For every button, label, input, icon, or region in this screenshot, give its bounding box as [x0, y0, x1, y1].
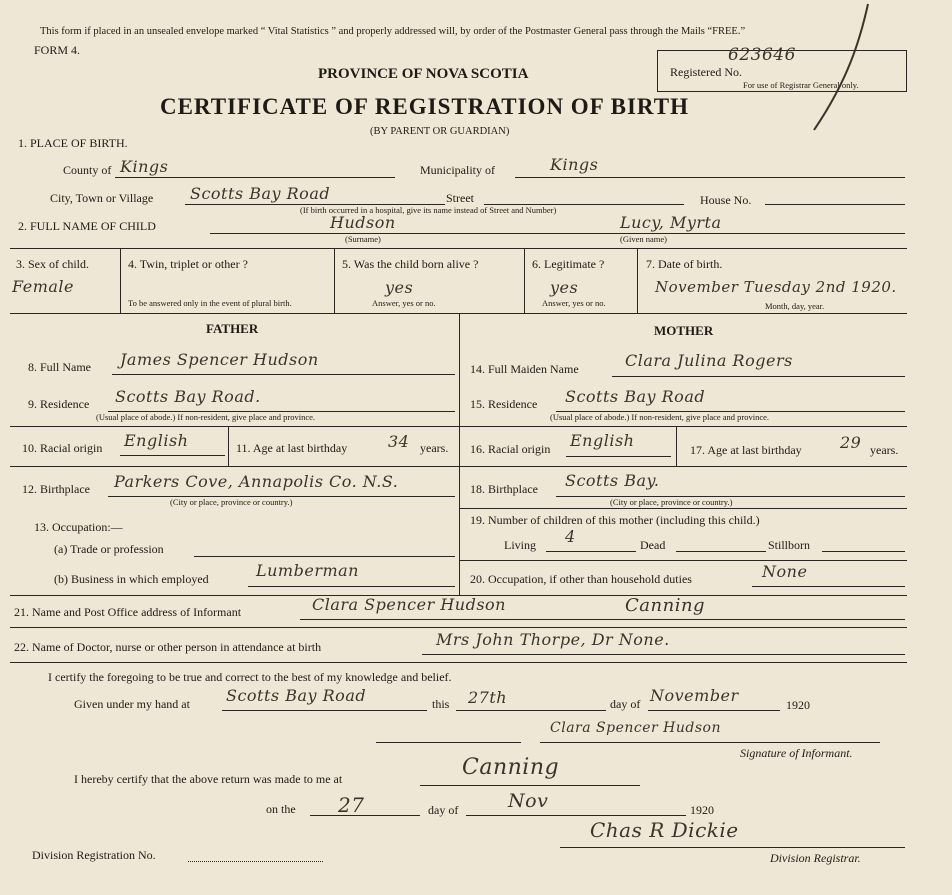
surname-note: (Surname)	[345, 234, 381, 244]
alive-note: Answer, yes or no.	[372, 298, 436, 308]
registrar-month: Nov	[508, 790, 549, 812]
certify-month: November	[650, 686, 739, 705]
mother-birthplace: Scotts Bay.	[565, 471, 660, 490]
registrar-place: Canning	[462, 755, 560, 780]
mother-age-label: 17. Age at last birthday	[690, 443, 802, 457]
day-of-label: day of	[610, 697, 641, 711]
informant-place: Canning	[625, 595, 706, 616]
place-heading: 1. PLACE OF BIRTH.	[18, 136, 128, 150]
dead-label: Dead	[640, 538, 666, 552]
mother-birthplace-label: 18. Birthplace	[470, 482, 538, 496]
sex-value: Female	[12, 277, 74, 296]
father-birthplace-note: (City or place, province or country.)	[170, 497, 293, 507]
informant-signature: Clara Spencer Hudson	[550, 720, 721, 736]
city-value: Scotts Bay Road	[190, 184, 331, 203]
signature-label: Signature of Informant.	[740, 746, 853, 760]
hospital-note: (If birth occurred in a hospital, give its name instead of Street and Number)	[300, 205, 557, 215]
father-name-label: 8. Full Name	[28, 360, 91, 374]
date-value: November Tuesday 2nd 1920.	[655, 278, 897, 296]
date-label: 7. Date of birth.	[646, 257, 723, 271]
mother-age: 29	[840, 433, 862, 452]
informant-name: Clara Spencer Hudson	[312, 595, 506, 614]
mother-race: English	[570, 431, 635, 450]
father-residence: Scotts Bay Road.	[115, 387, 261, 406]
twin-label: 4. Twin, triplet or other ?	[128, 257, 248, 271]
postal-notice: This form if placed in an unsealed envelope marked “ Vital Statistics ” and properly addressed will, by order of the Postmaster General pass through the Mails “FREE.”	[40, 26, 746, 37]
on-the-label: on the	[266, 802, 296, 816]
municipality-label: Municipality of	[420, 163, 495, 177]
pen-mark-icon	[800, 0, 880, 140]
father-name: James Spencer Hudson	[120, 350, 319, 369]
child-surname: Hudson	[330, 213, 396, 232]
living-count: 4	[565, 527, 576, 546]
mother-occupation-label: 20. Occupation, if other than household duties	[470, 572, 692, 586]
form-label: FORM 4.	[34, 43, 81, 57]
mother-years: years.	[870, 443, 899, 457]
municipality-value: Kings	[550, 155, 599, 174]
mother-heading: MOTHER	[654, 323, 714, 338]
certify-year: 1920	[786, 698, 810, 712]
child-given-name: Lucy, Myrta	[620, 213, 722, 232]
mother-occupation: None	[762, 562, 808, 581]
child-name-label: 2. FULL NAME OF CHILD	[18, 219, 156, 233]
certify-text: I certify the foregoing to be true and correct to the best of my knowledge and belief.	[48, 670, 452, 684]
attendant-label: 22. Name of Doctor, nurse or other person in attendance at birth	[14, 640, 322, 654]
mother-residence-label: 15. Residence	[470, 397, 538, 411]
division-registrar-label: Division Registrar.	[770, 851, 861, 865]
father-residence-note: (Usual place of abode.) If non-resident, give place and province.	[96, 412, 316, 422]
legitimate-value: yes	[550, 278, 579, 297]
father-business: Lumberman	[256, 561, 359, 580]
registrar-year: 1920	[690, 803, 714, 817]
father-residence-label: 9. Residence	[28, 397, 90, 411]
page-subtitle: (BY PARENT OR GUARDIAN)	[370, 126, 510, 137]
province-heading: PROVINCE OF NOVA SCOTIA	[318, 66, 529, 82]
mother-name-label: 14. Full Maiden Name	[470, 362, 579, 376]
registered-note: For use of Registrar General only.	[743, 80, 859, 90]
father-heading: FATHER	[206, 321, 259, 336]
city-label: City, Town or Village	[50, 191, 154, 205]
mother-residence-note: (Usual place of abode.) If non-resident, give place and province.	[550, 412, 770, 422]
mother-race-label: 16. Racial origin	[470, 442, 551, 456]
trade-label: (a) Trade or profession	[54, 542, 164, 556]
mother-birthplace-note: (City or place, province or country.)	[610, 497, 733, 507]
registrar-signature: Chas R Dickie	[590, 818, 739, 842]
informant-label: 21. Name and Post Office address of Informant	[14, 605, 242, 619]
children-count-label: 19. Number of children of this mother (including this child.)	[470, 513, 760, 527]
date-note: Month, day, year.	[765, 301, 825, 311]
occupation-label: 13. Occupation:—	[34, 520, 123, 534]
alive-label: 5. Was the child born alive ?	[342, 257, 479, 271]
father-birthplace-label: 12. Birthplace	[22, 482, 90, 496]
legitimate-label: 6. Legitimate ?	[532, 257, 605, 271]
street-label: Street	[446, 191, 474, 205]
father-birthplace: Parkers Cove, Annapolis Co. N.S.	[114, 472, 399, 491]
registrar-day-of-label: day of	[428, 803, 459, 817]
division-registration-label: Division Registration No.	[32, 848, 156, 862]
mother-name: Clara Julina Rogers	[625, 351, 793, 370]
attendant-name: Mrs John Thorpe, Dr None.	[436, 630, 670, 649]
father-age-label: 11. Age at last birthday	[236, 441, 348, 455]
given-under-label: Given under my hand at	[74, 697, 190, 711]
father-age: 34	[388, 432, 410, 451]
father-race-label: 10. Racial origin	[22, 441, 103, 455]
sex-label: 3. Sex of child.	[16, 257, 89, 271]
twin-note: To be answered only in the event of plural birth.	[128, 298, 292, 308]
living-label: Living	[504, 538, 536, 552]
this-label: this	[432, 697, 450, 711]
mother-residence: Scotts Bay Road	[565, 387, 706, 406]
father-race: English	[124, 431, 189, 450]
registered-label: Registered No.	[670, 65, 742, 79]
county-label: County of	[63, 163, 112, 177]
alive-value: yes	[385, 278, 414, 297]
given-note: (Given name)	[620, 234, 667, 244]
county-value: Kings	[120, 157, 169, 176]
certify-day: 27th	[468, 688, 508, 707]
registrar-certify-text: I hereby certify that the above return was made to me at	[74, 772, 343, 786]
registrar-day: 27	[338, 793, 365, 817]
registered-number: 623646	[728, 45, 796, 65]
house-label: House No.	[700, 193, 752, 207]
page-title: CERTIFICATE OF REGISTRATION OF BIRTH	[160, 94, 689, 119]
business-label: (b) Business in which employed	[54, 572, 209, 586]
given-at-value: Scotts Bay Road	[226, 686, 367, 705]
father-years: years.	[420, 441, 449, 455]
stillborn-label: Stillborn	[768, 538, 811, 552]
legitimate-note: Answer, yes or no.	[542, 298, 606, 308]
